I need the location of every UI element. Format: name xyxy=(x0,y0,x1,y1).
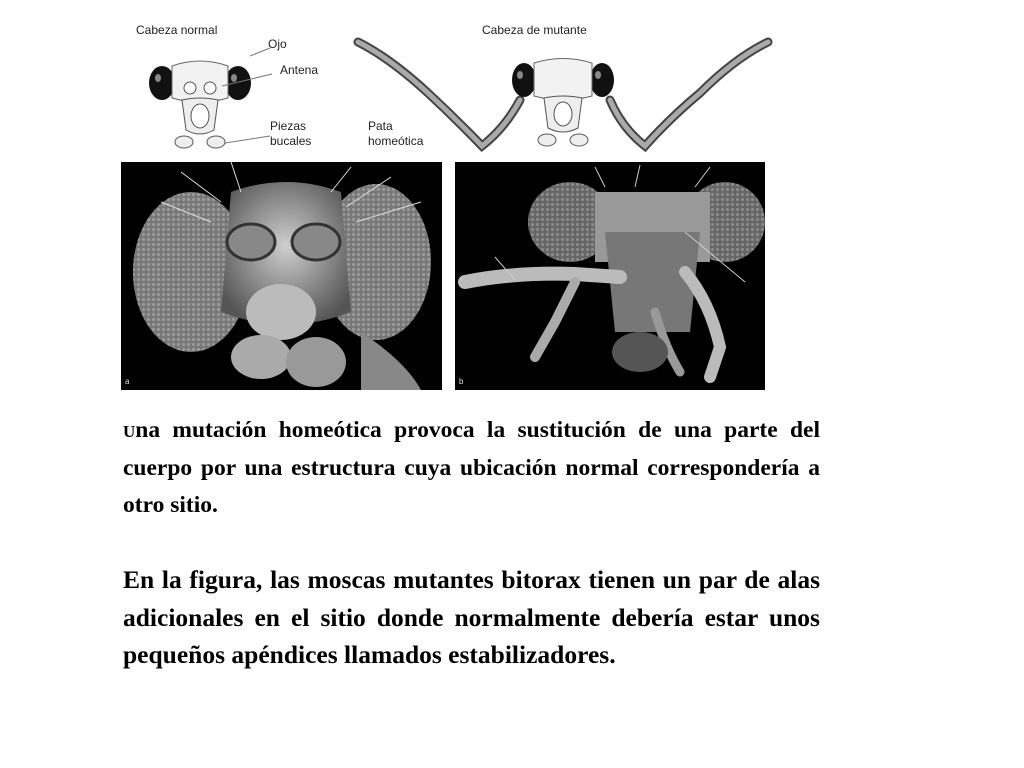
normal-head-drawing xyxy=(149,48,272,148)
paragraph-homeotic-definition xyxy=(123,412,820,524)
mutant-head-drawing xyxy=(358,42,768,146)
label-mouthparts-line2: bucales xyxy=(270,134,312,148)
normal-head-title: Cabeza normal xyxy=(136,23,218,37)
paragraph-bithorax-example: En la figura, las moscas mutantes bitorax tienen un par de alas adicionales en el sitio donde normalmente debería estar unos pequeños apéndices llamados estabilizadores. xyxy=(123,565,820,669)
label-leg-line1: Pata xyxy=(368,119,393,133)
label-mouthparts-line1: Piezas xyxy=(270,119,307,133)
label-antenna: Antena xyxy=(280,63,319,77)
mutant-fly-micrograph xyxy=(455,162,765,390)
paragraph-1-text: na mutación homeótica provoca la sustitución de una parte del cuerpo por una estructura cuya ubicación normal correspondería a otro sitio. xyxy=(123,417,820,518)
paragraph-1-initial: U xyxy=(123,422,136,441)
mutant-head-title: Cabeza de mutante xyxy=(482,23,587,37)
head-comparison-diagram xyxy=(110,18,782,158)
label-eye: Ojo xyxy=(268,37,287,51)
label-leg-line2: homeótica xyxy=(368,134,424,148)
panel-letter-a: a xyxy=(125,377,130,386)
panel-letter-b: b xyxy=(459,377,464,386)
normal-fly-micrograph xyxy=(121,162,442,390)
